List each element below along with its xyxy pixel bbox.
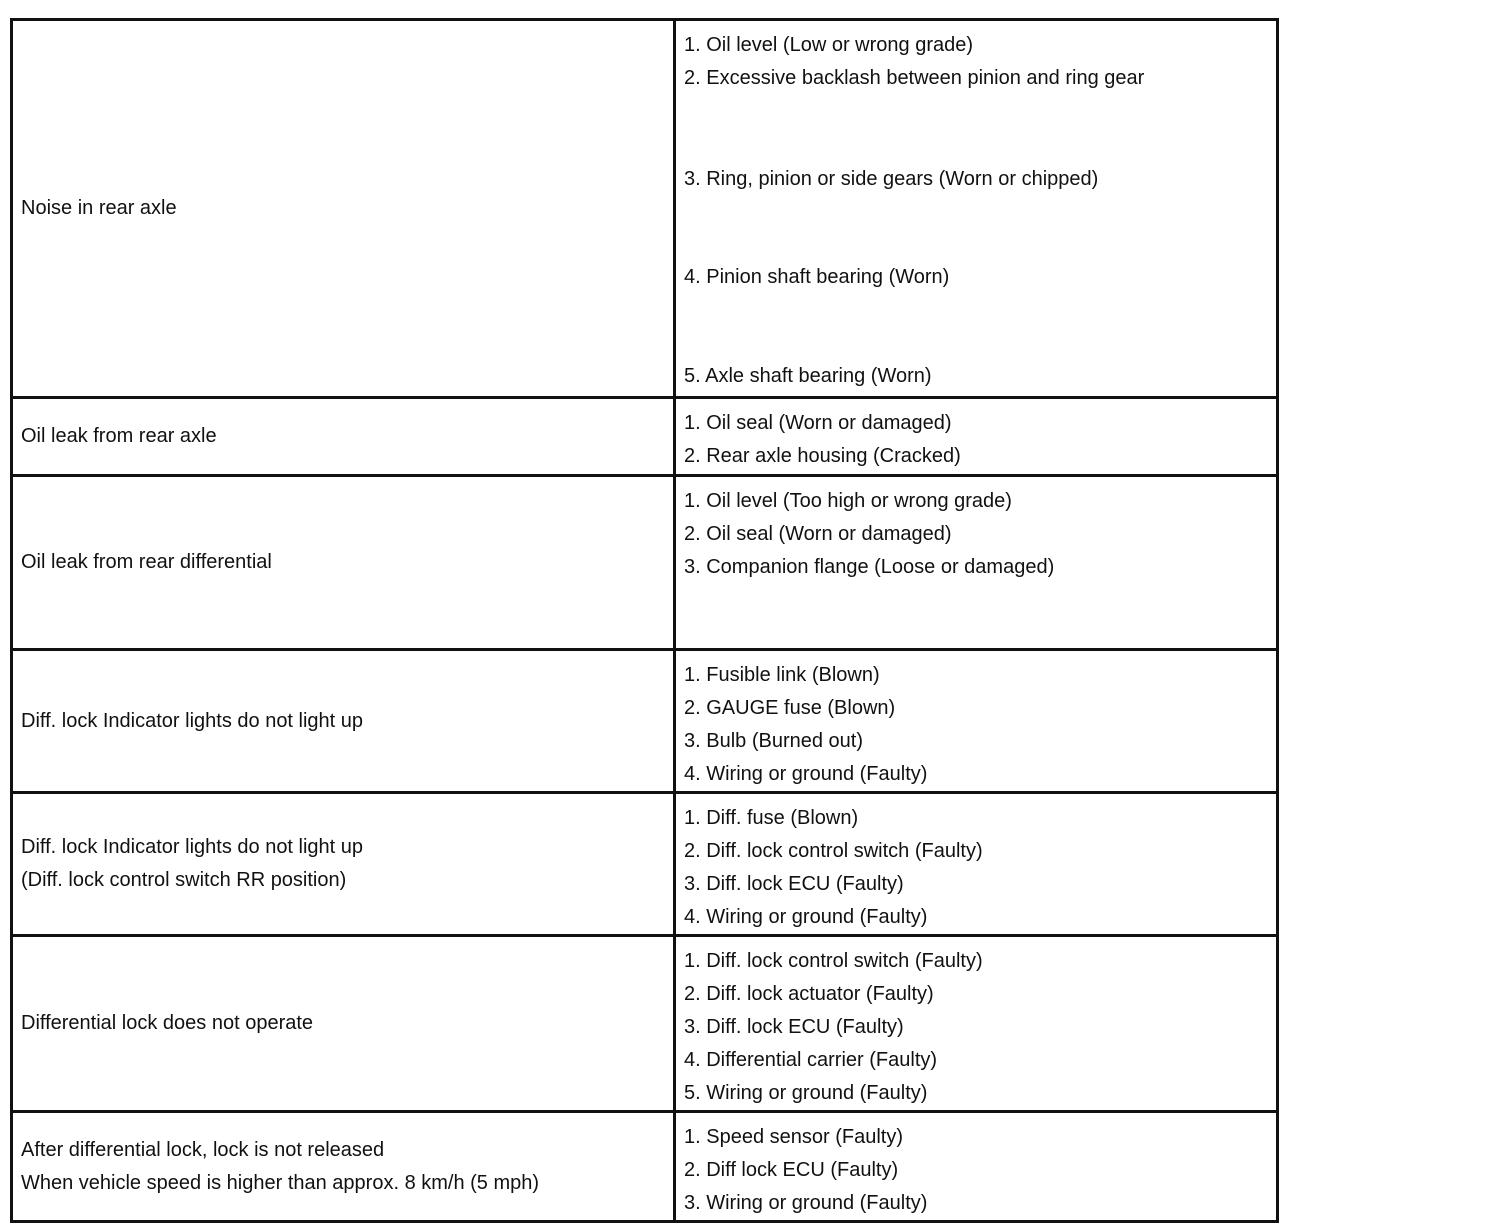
cause-item: 1. Oil level (Low or wrong grade) xyxy=(684,34,974,56)
table-row xyxy=(12,1112,1278,1222)
table-row xyxy=(12,20,1278,398)
cause-cell xyxy=(675,398,1278,476)
cause-item: 5. Axle shaft bearing (Worn) xyxy=(684,365,932,387)
cause-item: 3. Wiring or ground (Faulty) xyxy=(684,1192,928,1214)
cause-item: 4. Wiring or ground (Faulty) xyxy=(684,763,928,785)
cause-item: 3. Diff. lock ECU (Faulty) xyxy=(684,1016,904,1038)
table-row xyxy=(12,398,1278,476)
symptom-text: Noise in rear axle xyxy=(21,197,177,219)
cause-cell xyxy=(675,476,1278,650)
cause-list xyxy=(676,1113,1276,1220)
cause-item: 1. Diff. lock control switch (Faulty) xyxy=(684,950,983,972)
table-row xyxy=(12,793,1278,936)
symptom-cell xyxy=(12,936,675,1112)
cause-item: 1. Oil seal (Worn or damaged) xyxy=(684,412,952,434)
cause-item: 3. Ring, pinion or side gears (Worn or chipped) xyxy=(684,168,1099,190)
troubleshooting-table xyxy=(10,18,1279,1223)
symptom-text: Oil leak from rear differential xyxy=(21,551,272,573)
symptom-text: Diff. lock Indicator lights do not light up xyxy=(21,709,364,732)
cause-item: 1. Diff. fuse (Blown) xyxy=(684,807,859,829)
cause-item: 5. Wiring or ground (Faulty) xyxy=(684,1082,928,1104)
cause-item: 2. Diff. lock actuator (Faulty) xyxy=(684,983,934,1005)
cause-item: 4. Differential carrier (Faulty) xyxy=(684,1049,938,1071)
symptom-cell xyxy=(12,650,675,793)
cause-cell xyxy=(675,793,1278,936)
cause-item: 1. Fusible link (Blown) xyxy=(684,664,880,686)
cause-cell xyxy=(675,650,1278,793)
cause-list xyxy=(676,21,1276,393)
cause-item: 2. Diff. lock control switch (Faulty) xyxy=(684,840,983,862)
cause-item: 4. Wiring or ground (Faulty) xyxy=(684,906,928,928)
symptom-text: Diff. lock Indicator lights do not light up (Diff. lock control switch RR position) xyxy=(21,836,364,891)
cause-list xyxy=(676,794,1276,934)
cause-item: 3. Bulb (Burned out) xyxy=(684,730,863,752)
cause-cell xyxy=(675,1112,1278,1222)
cause-item: 2. Diff lock ECU (Faulty) xyxy=(684,1159,899,1181)
symptom-cell xyxy=(12,398,675,476)
symptom-text: Oil leak from rear axle xyxy=(21,425,217,447)
symptom-cell xyxy=(12,793,675,936)
cause-list xyxy=(676,477,1276,584)
symptom-cell xyxy=(12,476,675,650)
cause-item: 2. Oil seal (Worn or damaged) xyxy=(684,523,952,545)
cause-item: 1. Speed sensor (Faulty) xyxy=(684,1126,903,1148)
cause-item: 3. Diff. lock ECU (Faulty) xyxy=(684,873,904,895)
cause-item: 2. Rear axle housing (Cracked) xyxy=(684,445,961,467)
cause-item: 2. Excessive backlash between pinion and ring gear xyxy=(684,67,1145,89)
cause-item: 2. GAUGE fuse (Blown) xyxy=(684,697,896,719)
cause-list xyxy=(676,651,1276,791)
table-row xyxy=(12,476,1278,650)
symptom-text: Differential lock does not operate xyxy=(21,1012,314,1034)
table-row xyxy=(12,936,1278,1112)
cause-item: 3. Companion flange (Loose or damaged) xyxy=(684,556,1055,578)
table-row xyxy=(12,650,1278,793)
cause-cell xyxy=(675,20,1278,398)
symptom-cell xyxy=(12,1112,675,1222)
cause-item: 1. Oil level (Too high or wrong grade) xyxy=(684,490,1012,512)
symptom-cell xyxy=(12,20,675,398)
symptom-text: After differential lock, lock is not released When vehicle speed is higher than approx. 8 km/h (5 mph) xyxy=(21,1138,540,1194)
cause-cell xyxy=(675,936,1278,1112)
cause-item: 4. Pinion shaft bearing (Worn) xyxy=(684,266,950,288)
cause-list xyxy=(676,399,1276,473)
cause-list xyxy=(676,937,1276,1110)
